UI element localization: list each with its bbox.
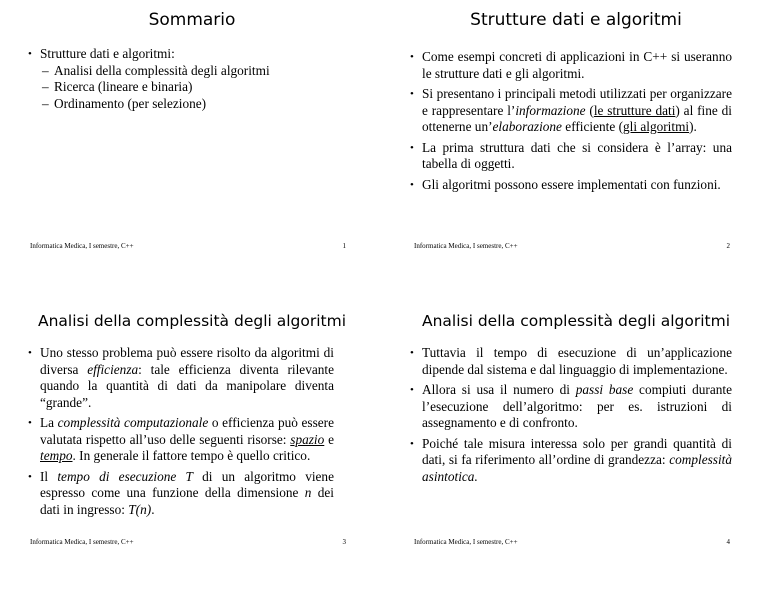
bullet-text: Allora si usa il numero di passi base compiuti durante l’esecuzione dell’algoritmo: per es. istruzioni di assegnamento e di confronto. — [422, 382, 732, 430]
bullet-item — [30, 345, 334, 411]
bullet-icon: • — [410, 51, 414, 63]
emphasis: efficienza — [87, 361, 139, 377]
underlined-term: gli algoritmi — [623, 119, 690, 134]
bullet-item — [412, 86, 732, 136]
slide-4 — [384, 296, 768, 592]
underlined-term: spazio — [290, 431, 325, 447]
slide-2 — [384, 0, 768, 296]
sub-item — [30, 96, 346, 113]
bullet-icon: • — [410, 437, 414, 450]
slide-title: Sommario — [148, 10, 236, 30]
bullet-text: Il tempo di esecuzione T di un algoritmo viene espresso come una funzione della dimensione n dei dati in ingresso: T(n). — [40, 468, 334, 517]
bullet-icon: • — [410, 88, 414, 100]
emphasis: T(n) — [128, 501, 152, 517]
bullet-text: Uno stesso problema può essere risolto da algoritmi di diversa efficienza: tale efficienza diventa rilevante quando la quantità di dati da manipolare diventa “grande”. — [40, 345, 334, 410]
bullet-item — [30, 469, 334, 519]
page-number: 4 — [726, 538, 730, 546]
bullet-item — [412, 49, 732, 82]
bullet-text: Poiché tale misura interessa solo per grandi quantità di dati, si fa riferimento all’ordine di grandezza: complessità asintotica. — [422, 435, 732, 484]
slide-3 — [0, 296, 384, 592]
bullet-icon: • — [28, 417, 32, 429]
bullet-icon: • — [28, 347, 32, 359]
sub-item-text: Ordinamento (per selezione) — [54, 95, 207, 111]
sub-item-text: Analisi della complessità degli algoritmi — [54, 62, 270, 78]
slide-body — [30, 46, 346, 112]
sub-item — [30, 63, 346, 80]
bullet-icon: • — [410, 141, 414, 154]
bullet-text: Tuttavia il tempo di esecuzione di un’applicazione dipende dal sistema e dal linguaggio di implementazione. — [422, 345, 732, 377]
emphasis: passi base — [575, 382, 634, 397]
bullet-item — [412, 345, 732, 378]
slide-body — [412, 49, 732, 197]
bullet-text: Strutture dati e algoritmi: — [40, 46, 175, 61]
bullet-item — [412, 382, 732, 432]
slide-footer: Informatica Medica, I semestre, C++ — [414, 538, 518, 546]
dash-icon: – — [42, 62, 49, 78]
sub-item — [30, 79, 346, 96]
emphasis: elaborazione — [492, 119, 562, 134]
bullet-text: La prima struttura dati che si considera è l’array: una tabella di oggetti. — [422, 139, 732, 171]
slide-body — [30, 345, 334, 522]
slide-footer: Informatica Medica, I semestre, C++ — [30, 242, 134, 250]
emphasis: tempo di esecuzione T — [57, 468, 193, 484]
bullet-item — [412, 140, 732, 173]
slide-title: Strutture dati e algoritmi — [470, 10, 682, 30]
bullet-icon: • — [28, 470, 32, 483]
emphasis: informazione — [515, 102, 586, 118]
dash-icon: – — [42, 79, 49, 94]
underlined-term: le strutture dati — [593, 102, 676, 118]
emphasis: n — [304, 485, 312, 500]
bullet-item — [30, 46, 346, 63]
bullet-item — [30, 415, 334, 465]
slide-title: Analisi della complessità degli algoritmi — [421, 312, 731, 330]
bullet-text: La complessità computazionale o efficienza può essere valutata rispetto all’uso delle seguenti risorse: spazio e tempo. In generale il fattore tempo è quello critico. — [40, 415, 334, 463]
bullet-item — [412, 436, 732, 486]
bullet-text: Gli algoritmi possono essere implementati con funzioni. — [422, 176, 721, 192]
slide-title: Analisi della complessità degli algoritmi — [37, 312, 347, 330]
bullet-icon: • — [410, 384, 414, 396]
bullet-text: Si presentano i principali metodi utilizzati per organizzare e rappresentare l’informazione (le strutture dati) al fine di ottenerne un’elaborazione efficiente (gli algoritmi). — [422, 86, 732, 134]
bullet-icon: • — [410, 347, 414, 359]
bullet-icon: • — [410, 178, 414, 191]
slide-body — [412, 345, 732, 489]
slide-footer: Informatica Medica, I semestre, C++ — [414, 242, 518, 250]
underlined-term: tempo — [40, 448, 73, 463]
slide-1 — [0, 0, 384, 296]
page-number: 3 — [342, 538, 346, 546]
page-number: 1 — [342, 242, 346, 250]
dash-icon: – — [42, 95, 49, 111]
emphasis: complessità asintotica. — [422, 452, 732, 484]
page-number: 2 — [726, 242, 730, 250]
bullet-item — [412, 177, 732, 194]
sub-item-text: Ricerca (lineare e binaria) — [54, 79, 193, 94]
bullet-icon: • — [28, 48, 32, 60]
slide-footer: Informatica Medica, I semestre, C++ — [30, 538, 134, 546]
bullet-text: Come esempi concreti di applicazioni in C++ si useranno le strutture dati e gli algoritmi. — [422, 49, 732, 81]
emphasis: complessità computazionale — [57, 415, 209, 430]
